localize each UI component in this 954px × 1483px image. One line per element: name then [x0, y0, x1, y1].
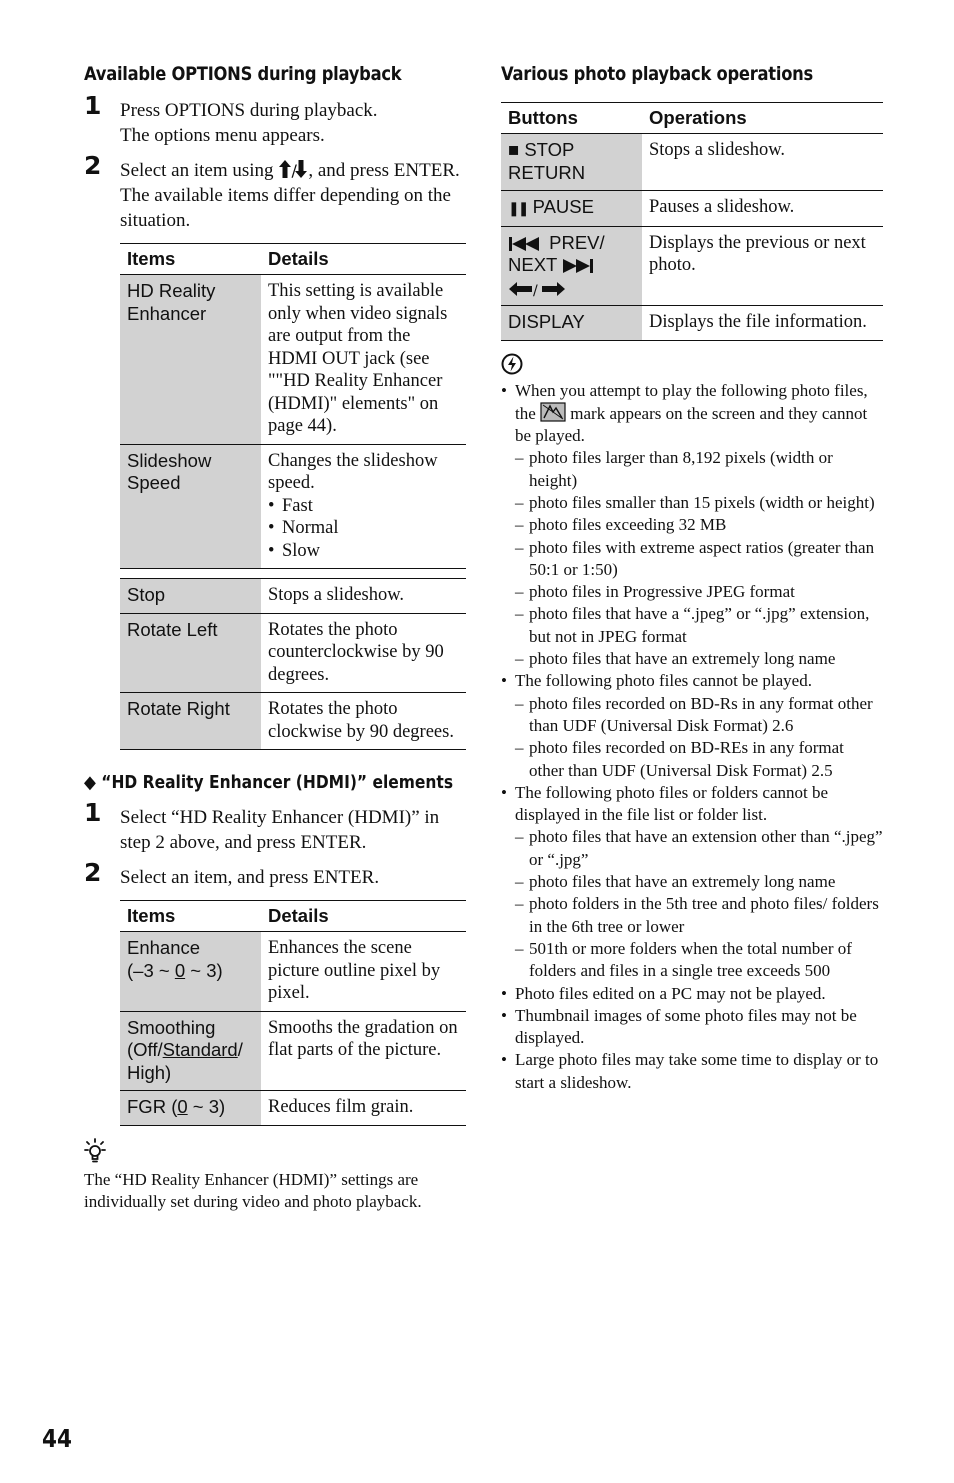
item-cell: Slideshow Speed [120, 444, 261, 569]
note-text: photo files that have an extension other than “.jpeg” or “.jpg” [529, 827, 883, 869]
col-header-details: Details [261, 244, 466, 275]
sub-step-2 [84, 858, 466, 890]
item-range [127, 960, 254, 983]
step-2 [84, 151, 466, 233]
list-item: – photo files exceeding 32 MB [515, 515, 727, 535]
option-fast: • Fast [268, 495, 459, 518]
button-label: PREV/ [549, 231, 605, 253]
table-row [120, 693, 466, 750]
range-default: 0 [174, 959, 186, 981]
table-row [120, 275, 466, 445]
table-row [120, 932, 466, 1012]
col-header-operations: Operations [642, 103, 883, 134]
table-row [501, 191, 883, 227]
button-cell [501, 226, 642, 306]
table-row [120, 1091, 466, 1126]
table-row [120, 444, 466, 569]
detail-cell: Smooths the gradation on flat parts of the picture. [261, 1011, 466, 1091]
button-cell [501, 134, 642, 191]
photo-ops-title: Various photo playback operations [501, 63, 814, 85]
table-row [501, 134, 883, 191]
note-text: photo files with extreme aspect ratios (greater than 50:1 or 1:50) [529, 537, 875, 579]
hint-block [84, 1138, 466, 1213]
table-header [501, 103, 883, 134]
range-end: ~ 3) [185, 959, 223, 981]
detail-cell: Rotates the photo counterclockwise by 90 degrees. [261, 613, 466, 693]
list-item: – photo files that have an extremely long name [515, 872, 836, 892]
item-cell [120, 1091, 261, 1126]
notes-block [501, 353, 883, 1095]
sub-step-1-text: Select “HD Reality Enhancer (HDMI)” in step 2 above, and press ENTER. [120, 807, 440, 853]
note-text: photo files exceeding 32 MB [529, 515, 727, 535]
operation-cell: Pauses a slideshow. [642, 191, 883, 227]
detail-cell: Reduces film grain. [261, 1091, 466, 1126]
list-item: – photo files with extreme aspect ratios (greater than 50:1 or 1:50) [515, 537, 875, 579]
table-header [120, 901, 466, 932]
step-2-pre: Select an item using [120, 160, 279, 181]
left-column [84, 60, 466, 1213]
item-cell: Rotate Right [120, 693, 261, 750]
range-default: 0 [177, 1096, 188, 1117]
note-text: photo files that have a “.jpeg” or “.jpg” extension, but not in JPEG format [529, 604, 870, 646]
item-name: Smoothing [127, 1016, 216, 1038]
item-range [127, 1039, 254, 1084]
button-label: NEXT [508, 254, 558, 275]
list-item: – photo files that have a “.jpeg” or “.jpg” extension, but not in JPEG format [515, 604, 870, 646]
left-right-line [508, 277, 635, 300]
right-column [501, 60, 883, 1094]
lightbulb-hint-icon [84, 1138, 106, 1164]
note-text: photo files recorded on BD-REs in any format other than UDF (Universal Disk Format) 2.5 [529, 738, 844, 780]
range-start: FGR ( [127, 1096, 178, 1117]
item-name: Enhance [127, 937, 201, 958]
step-1-text: Press OPTIONS during playback. [120, 100, 378, 121]
note-text: photo files larger than 8,192 pixels (width or height) [529, 448, 833, 490]
item-cell [120, 932, 261, 1012]
detail-cell: This setting is available only when video signals are output from the HDMI OUT jack (see ""HD Reality Enhancer (HDMI)" elements" on page 44). [261, 275, 466, 445]
note-text: photo folders in the 5th tree and photo files/ folders in the 6th tree or lower [529, 894, 879, 936]
option-slow: • Slow [268, 540, 459, 563]
note-text: photo files in Progressive JPEG format [529, 582, 795, 602]
note-text: photo files recorded on BD-Rs in any format other than UDF (Universal Disk Format) 2.6 [529, 693, 873, 735]
cannot-play-mark-icon [540, 402, 566, 422]
list-item: • Thumbnail images of some photo files may not be displayed. [501, 1005, 883, 1050]
list-item: – photo files larger than 8,192 pixels (width or height) [515, 448, 833, 490]
table-row [501, 226, 883, 306]
note-text: photo files that have an extremely long name [529, 872, 836, 892]
range-start: (Off/ [127, 1039, 163, 1060]
next-line [508, 254, 635, 277]
detail-text: Changes the slideshow speed. [268, 450, 438, 493]
list-item [501, 380, 883, 448]
step-2-post: , and press ENTER. [308, 160, 460, 181]
step-number: 1 [84, 91, 102, 120]
hint-text: The “HD Reality Enhancer (HDMI)” settings are individually set during video and photo playback. [84, 1169, 422, 1211]
step-number: 2 [84, 151, 102, 180]
list-item: • The following photo files or folders cannot be displayed in the file list or folder list. [501, 782, 883, 827]
hdre-table [120, 900, 466, 1126]
table-gap [120, 569, 466, 579]
item-cell: Stop [120, 579, 261, 614]
hdre-subheading: ◆ “HD Reality Enhancer (HDMI)” elements [84, 772, 454, 793]
left-right-arrow-icon [508, 281, 566, 297]
detail-cell [261, 444, 466, 569]
prev-icon [508, 236, 544, 252]
sub-step-1 [84, 798, 466, 855]
pause-icon: ❚❚ [508, 200, 528, 216]
detail-cell: Enhances the scene picture outline pixel by pixel. [261, 932, 466, 1012]
svg-text:/: / [291, 161, 298, 179]
svg-text:/: / [533, 282, 538, 297]
table-row [501, 306, 883, 341]
up-down-arrow-icon [278, 159, 308, 179]
button-cell: DISPLAY [501, 306, 642, 341]
note-text: photo files that have an extremely long name [529, 649, 836, 669]
list-item: – photo files smaller than 15 pixels (width or height) [515, 492, 875, 512]
range-start: (–3 ~ [127, 959, 175, 981]
table-row [120, 1011, 466, 1091]
list-item: – photo files that have an extremely long name [515, 649, 836, 669]
list-item: – photo folders in the 5th tree and photo files/ folders in the 6th tree or lower [515, 894, 879, 936]
list-item: – photo files recorded on BD-REs in any format other than UDF (Universal Disk Format) 2.5 [515, 738, 844, 780]
range-end: / High) [127, 1039, 243, 1083]
item-cell [120, 1011, 261, 1091]
note-text: When you attempt to play the following photo files, the [515, 380, 868, 423]
note-text: mark appears on the screen and they cannot be played. [515, 403, 868, 446]
next-icon [562, 258, 598, 274]
range-end: ~ 3) [187, 1096, 226, 1117]
option-normal: • Normal [268, 517, 459, 540]
photo-ops-table [501, 102, 883, 341]
list-item: – photo files recorded on BD-Rs in any format other than UDF (Universal Disk Format) 2.6 [515, 693, 873, 735]
options-table [120, 243, 466, 750]
step-1-result: The options menu appears. [120, 125, 325, 146]
step-2-text [120, 158, 466, 183]
list-item: – photo files that have an extension other than “.jpeg” or “.jpg” [515, 827, 883, 869]
operation-cell: Stops a slideshow. [642, 134, 883, 191]
notes-list [501, 380, 883, 1095]
detail-cell: Stops a slideshow. [261, 579, 466, 614]
button-cell [501, 191, 642, 227]
detail-cell: Rotates the photo clockwise by 90 degrees. [261, 693, 466, 750]
page-number: 44 [42, 1424, 72, 1453]
range-default: Standard [162, 1039, 238, 1060]
stop-icon: ■ [508, 139, 520, 160]
prev-line [508, 232, 635, 255]
step-1 [84, 91, 466, 148]
list-item: • Large photo files may take some time to display or to start a slideshow. [501, 1049, 883, 1094]
table-header [120, 244, 466, 275]
step-number: 1 [84, 798, 102, 827]
table-row [120, 613, 466, 693]
col-header-items: Items [120, 244, 261, 275]
col-header-buttons: Buttons [501, 103, 642, 134]
operation-cell: Displays the previous or next photo. [642, 226, 883, 306]
item-cell: HD Reality Enhancer [120, 275, 261, 445]
list-item: – 501th or more folders when the total number of folders and files in a single tree exceeds 500 [515, 938, 852, 981]
sub-step-2-text: Select an item, and press ENTER. [120, 867, 380, 888]
note-icon [501, 353, 523, 375]
note-text: photo files smaller than 15 pixels (width or height) [529, 492, 875, 512]
options-section-title: Available OPTIONS during playback [84, 63, 402, 85]
item-cell: Rotate Left [120, 613, 261, 693]
list-item: • The following photo files cannot be played. [501, 670, 883, 692]
col-header-details: Details [261, 901, 466, 932]
table-row [120, 579, 466, 614]
step-number: 2 [84, 858, 102, 887]
col-header-items: Items [120, 901, 261, 932]
list-item: – photo files in Progressive JPEG format [515, 582, 795, 602]
button-label: STOP RETURN [508, 139, 586, 183]
note-text: 501th or more folders when the total number of folders and files in a single tree exceeds 500 [529, 938, 852, 981]
button-label: PAUSE [532, 196, 594, 217]
step-2-note: The available items differ depending on the situation. [120, 185, 451, 231]
operation-cell: Displays the file information. [642, 306, 883, 341]
list-item: • Photo files edited on a PC may not be played. [501, 983, 883, 1005]
